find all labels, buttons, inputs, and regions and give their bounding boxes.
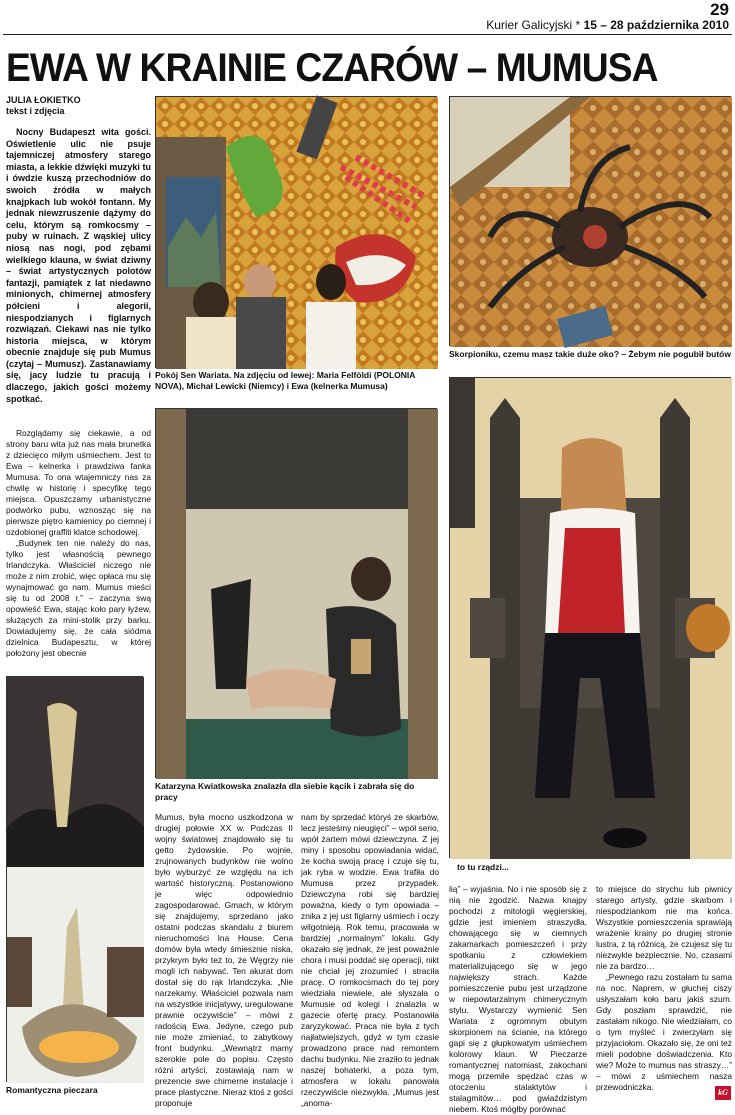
- photo-scorpion: [449, 96, 731, 346]
- sen-wariata-image: [156, 97, 438, 369]
- photo-nook: [155, 408, 437, 778]
- column-4-paragraph: lią” – wyjaśnia. No i nie sposób się z nią nie zgodzić. Nazwa knajpy pochodzi z mitologii węgierskiej, gdzie jest imieniem straszydła, chowającego się w ciemnych zakamarkach pomieszczeń i przy spotkaniu z człowiekiem materializującego się w jego największy strach. Każde pomieszczenie pubu jest urządzone w niepowtarzalnym chimerycznym stylu. Wystarczy wymienić Sen Wariata z ogromnym obutym skorpionem na ścianie, na którego gapi się z głupkowatym uśmiechem kolorowy klaun. W Pieczarze romantycznej natomiast, zakochani mogą przemile spędzać czas w otoczeniu stalaktytów i stalagmitów… pod gwiaździstym niebem. Ktoś mógłby porównać: [449, 884, 587, 1114]
- article-column-5: [596, 884, 732, 1092]
- caption-throne: to tu rządzi...: [457, 862, 509, 872]
- cave-image: [7, 677, 144, 1083]
- throne-image: [450, 378, 732, 859]
- lead-paragraph: Nocny Budapeszt wita gości. Oświetlenie ulic nie psuje tajemniczej atmosfery starego miasta, a lekkie dźwięki muzyki tu i ówdzie kuszą przechodniów do swoich źródła w małych knajpkach lub wokół fontann. My jednak niewzruszenie dążymy do celu, którym są romkocsmy – puby w ruinach. Z wąskiej ulicy niosą nas nogi, pod zębami wielkiego klauna, w świat dziwny – świat artystycznych polotów fantazji, pamiątek z lat niedawno minionych, chimernej atmosfery półcieni i alegorii, niespodzianych i figlarnych rozwiązań. Ciekawi nas nie tylko historia miejsca, w którym obecnie znajduje się pub Mumus (czytaj – Mumusz). Zastanawiamy się, jacy ludzie tu pracują i dlaczego, jakich gości możemy spotkać.: [6, 127, 151, 404]
- caption-scorpion: Skorpioniku, czemu masz takie duże oko? – Żebym nie pogubił butów: [449, 349, 731, 359]
- article-column-4: [449, 884, 587, 1114]
- masthead-separator: *: [575, 18, 581, 32]
- byline: [6, 95, 151, 117]
- column-5-paragraph-2: „Pewnego razu zostałam tu sama na noc. Naprem, w głuchej ciszy usłyszałam koło baru jakiś szum. Gdy poszłam sprawdzić, nie zastałam nikogo. Nie wiedziałam, co o tym myśleć i zwierzyłam się przyjaciołom. Okazało się, że oni też mieli podobne doświadczenia. Kto wie? Może to mumus nas straszy…” – mówi z uśmiechem nasza przewodniczka.: [596, 972, 732, 1092]
- author-name: JULIA ŁOKIETKO: [6, 95, 81, 105]
- column-5-paragraph-1: to miejsce do strychu lub piwnicy starego artysty, gdzie skarbom i niespodziankom nie ma końca. Wszystkie pomieszczenia sprawiają wrażenie krainy po drugiej stronie lustra, z tą różnicą, że czujesz się tu niezwykle bezpiecznie. No, czasami nie za bardzo…: [596, 884, 732, 971]
- photo-throne: [449, 377, 731, 858]
- issue-dates: 15 – 28 października 2010: [583, 18, 729, 32]
- article-title: EWA W KRAINIE CZARÓW – MUMUSA: [6, 46, 658, 90]
- column-3-paragraph: nam by sprzedać któryś ze skarbów, lecz jesteśmy nieugięci” – wpół serio, wpół żartem mówi dziewczyna. Z jej miny i sposobu opowiadania widać, że kocha swoją pracę i czuje się tu, jak ryba w wodzie. Ewa trafiła do Mumusa przez przypadek. Dziewczyna robi się bardziej poważna, kiedy o tym opowiada – znika z jej ust figlarny uśmiech i oczy wilgotnieją. Rok temu, pracowała w bardziej „normalnym” lokalu. Gdy okazało się jednak, że jest poważnie chora i musi poddać się operacji, nikt nie chciał jej zrozumieć i straciła pracę. O romkocsmach do tej pory wiedziała niewiele, ale słyszała o Mumusie od kolegi i znalazła w gazecie ofertę pracy. Postanowiła zaryzykować. Praca nie była z tych najłatwiejszych, gdyż w tym czasie prowadzono prace nad remontem dachu budynku. Nie zraziło to jednak naszej bohaterki, a poza tym, atmosfera w lokalu panowała rzeczywiście niezwykła. „Mumus jest „anoma-: [301, 812, 439, 1108]
- caption-cave: Romantyczna pieczara: [6, 1085, 98, 1095]
- scorpion-image: [450, 97, 732, 347]
- page-number: 29: [710, 0, 729, 19]
- nook-image: [156, 409, 438, 779]
- column-2-paragraph: Mumus, była mocno uszkodzona w drugiej połowie XX w. Podczas II wojny światowej znajdowało się tu getto żydowskie. Po wojnie, zrujnowanych budynków nie wolno było wyburzyć ze względu na ich wartość historyczną. Postanowiono je więc odpowiednio zagospodarować. Gmach, w którym się znajdujemy, sprzedano jako ostatni podczas skandalu z biurem nieruchomości Ina House. Cena domów była wtedy śmiesznie niska, przykrym było też to, że Węgrzy nie mogli ich nabywać. Ten akurat dom dostał się do rąk Irlandczyka. „Nie narzekamy. Właściciel pozwala nam na wszystkie inicjatywy, uregulowane prawnie oczywiście” – mówi z radością Ewa. Jedyne, czego pub nie może zmieniać, to zabytkowy front budynku. „Wewnątrz mamy szerokie pole do popisu. Często różni artyści, zostawiają nam w prezencie swe chimerne instalacje i prace plastyczne. Nieraz ktoś z gości proponuje: [155, 812, 293, 1108]
- publication-name: Kurier Galicyjski: [486, 18, 573, 32]
- photo-sen-wariata: [155, 96, 437, 368]
- column-1-paragraph-2: „Budynek ten nie należy do nas, tylko jest własnością pewnego Irlandczyka. Właściciel niczego nie może z nim zrobić, więc opłaca mu się wynajmować go nam. Mumus mieści się tu od 2008 r.” – zaczyna swą opowieść Ewa, stając koło pary łyżew, służących za mini-stolik przy barku. Dowiadujemy się, że cała siódma dzielnica Budapesztu, w której położony jest obecnie: [6, 538, 151, 658]
- author-note: tekst i zdjęcia: [6, 106, 65, 116]
- photo-cave: [6, 676, 143, 1082]
- caption-sen-wariata: Pokój Sen Wariata. Na zdjęciu od lewej: Maria Felföldi (POLONIA NOVA), Michał Lewicki (Niemcy) i Ewa (kelnerka Mumusa): [155, 370, 416, 391]
- header-rule: [3, 34, 732, 35]
- article-column-2: [155, 812, 293, 1108]
- column-1-paragraph-1: Rozglądamy się ciekawie, a od strony baru wita już nas mała brunetka z dziecięco miłym uśmiechem. Jest to Ewa – kelnerka i prawdziwa fanka Mumusa. To ona wtajemniczy nas za chwilę w historię i specyfikę tego miejsca. Opuszczamy urbanistyczne podwórko pubu, wznosząc się na pierwsze piętro kamienicy po ciemnej i ozdobionej graffiti klatce schodowej.: [6, 428, 151, 537]
- publication-logo: kG: [715, 1086, 731, 1100]
- article-column-1: [6, 428, 151, 673]
- caption-nook: Katarzyna Kwiatkowska znalazła dla siebie kącik i zabrała się do pracy: [155, 781, 415, 802]
- masthead: [486, 18, 729, 32]
- article-column-3: [301, 812, 439, 1108]
- article-lead: [6, 127, 151, 420]
